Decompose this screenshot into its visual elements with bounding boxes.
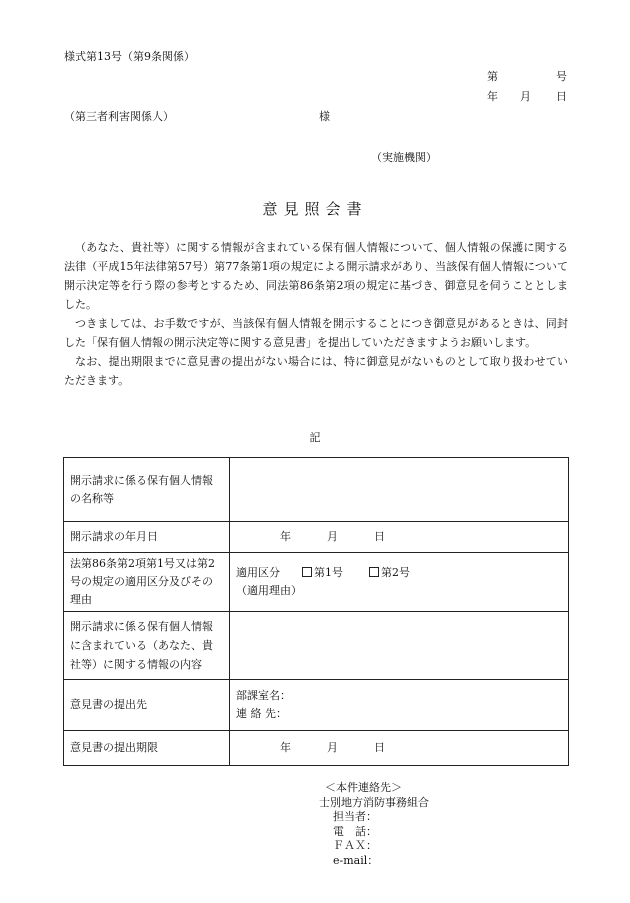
field-category: [230, 553, 569, 612]
day-label: 日: [374, 741, 385, 754]
paragraph-3: なお、提出期限までに意見書の提出がない場合には、特に御意見がないものとして取り扱わせていただきます。: [64, 355, 568, 387]
table-row: [64, 612, 569, 680]
option-no2-label: 第2号: [381, 566, 410, 579]
row-label-request-date: 開示請求の年月日: [64, 522, 230, 553]
field-deadline[interactable]: [230, 731, 569, 766]
field-request-date[interactable]: [230, 522, 569, 553]
agency: （実施機関）: [371, 151, 437, 164]
paragraph-2: つきましては、お手数ですが、当該保有個人情報を開示することにつき御意見があるときは、同封した「保有個人情報の開示決定等に関する意見書」を提出していただきますようお願いします。: [64, 317, 568, 349]
body-text: [64, 238, 568, 390]
contact-block: [319, 781, 429, 868]
contact-email: e-mail：: [333, 853, 379, 867]
form-number: 様式第13号（第9条関係）: [64, 50, 195, 63]
row-label-info-name: 開示請求に係る保有個人情報の名称等: [64, 458, 230, 522]
doc-number-prefix: 第: [487, 70, 498, 83]
option-no1-label: 第1号: [314, 566, 343, 579]
row-label-info-content: 開示請求に係る保有個人情報に含まれている（あなた、貴社等）に関する情報の内容: [64, 612, 230, 680]
table-row: [64, 458, 569, 522]
paragraph-1: （あなた、貴社等）に関する情報が含まれている保有個人情報について、個人情報の保護に関する法律（平成15年法律第57号）第77条第1項の規定による開示請求があり、当該保有個人情報について開示決定等を行う際の参考とするため、同法第86条第2項の規定に基づき、御意見を伺うこととしました。: [64, 241, 568, 311]
field-info-content[interactable]: [230, 612, 569, 680]
field-submit-to: [230, 680, 569, 731]
contact-phone: 電 話：: [333, 824, 377, 838]
table-row: [64, 553, 569, 612]
contact-org: 士別地方消防事務組合: [319, 795, 429, 809]
document-title: 意見照会書: [262, 200, 368, 218]
department-label: 部課室名：: [236, 689, 291, 702]
doc-number-suffix: 号: [556, 70, 567, 83]
category-label: 適用区分: [236, 566, 280, 579]
row-label-deadline: 意見書の提出期限: [64, 731, 230, 766]
year-label: 年: [280, 530, 291, 543]
reason-label: （適用理由）: [236, 584, 302, 597]
month-label: 月: [327, 530, 338, 543]
ki-marker: 記: [309, 431, 321, 444]
row-label-submit-to: 意見書の提出先: [64, 680, 230, 731]
contact-heading: ＜本件連絡先＞: [325, 781, 402, 794]
honorific: 様: [319, 110, 330, 123]
year-label: 年: [280, 741, 291, 754]
contact-person: 担当者：: [333, 810, 377, 823]
contact-fax: ＦＡＸ：: [333, 839, 377, 852]
date-day: 日: [556, 90, 567, 103]
contact-label: 連 絡 先：: [236, 707, 287, 720]
table-row: [64, 522, 569, 553]
table-row: [64, 731, 569, 766]
checkbox-no1[interactable]: [302, 567, 312, 577]
table-row: [64, 680, 569, 731]
month-label: 月: [327, 741, 338, 754]
date-month: 月: [520, 90, 531, 103]
row-label-category: 法第86条第2項第1号又は第2号の規定の適用区分及びその理由: [64, 553, 230, 612]
field-info-name[interactable]: [230, 458, 569, 522]
checkbox-no2[interactable]: [369, 567, 379, 577]
day-label: 日: [374, 530, 385, 543]
date-year: 年: [487, 90, 498, 103]
addressee: （第三者利害関係人）: [64, 110, 174, 123]
opinion-table: [63, 457, 569, 766]
